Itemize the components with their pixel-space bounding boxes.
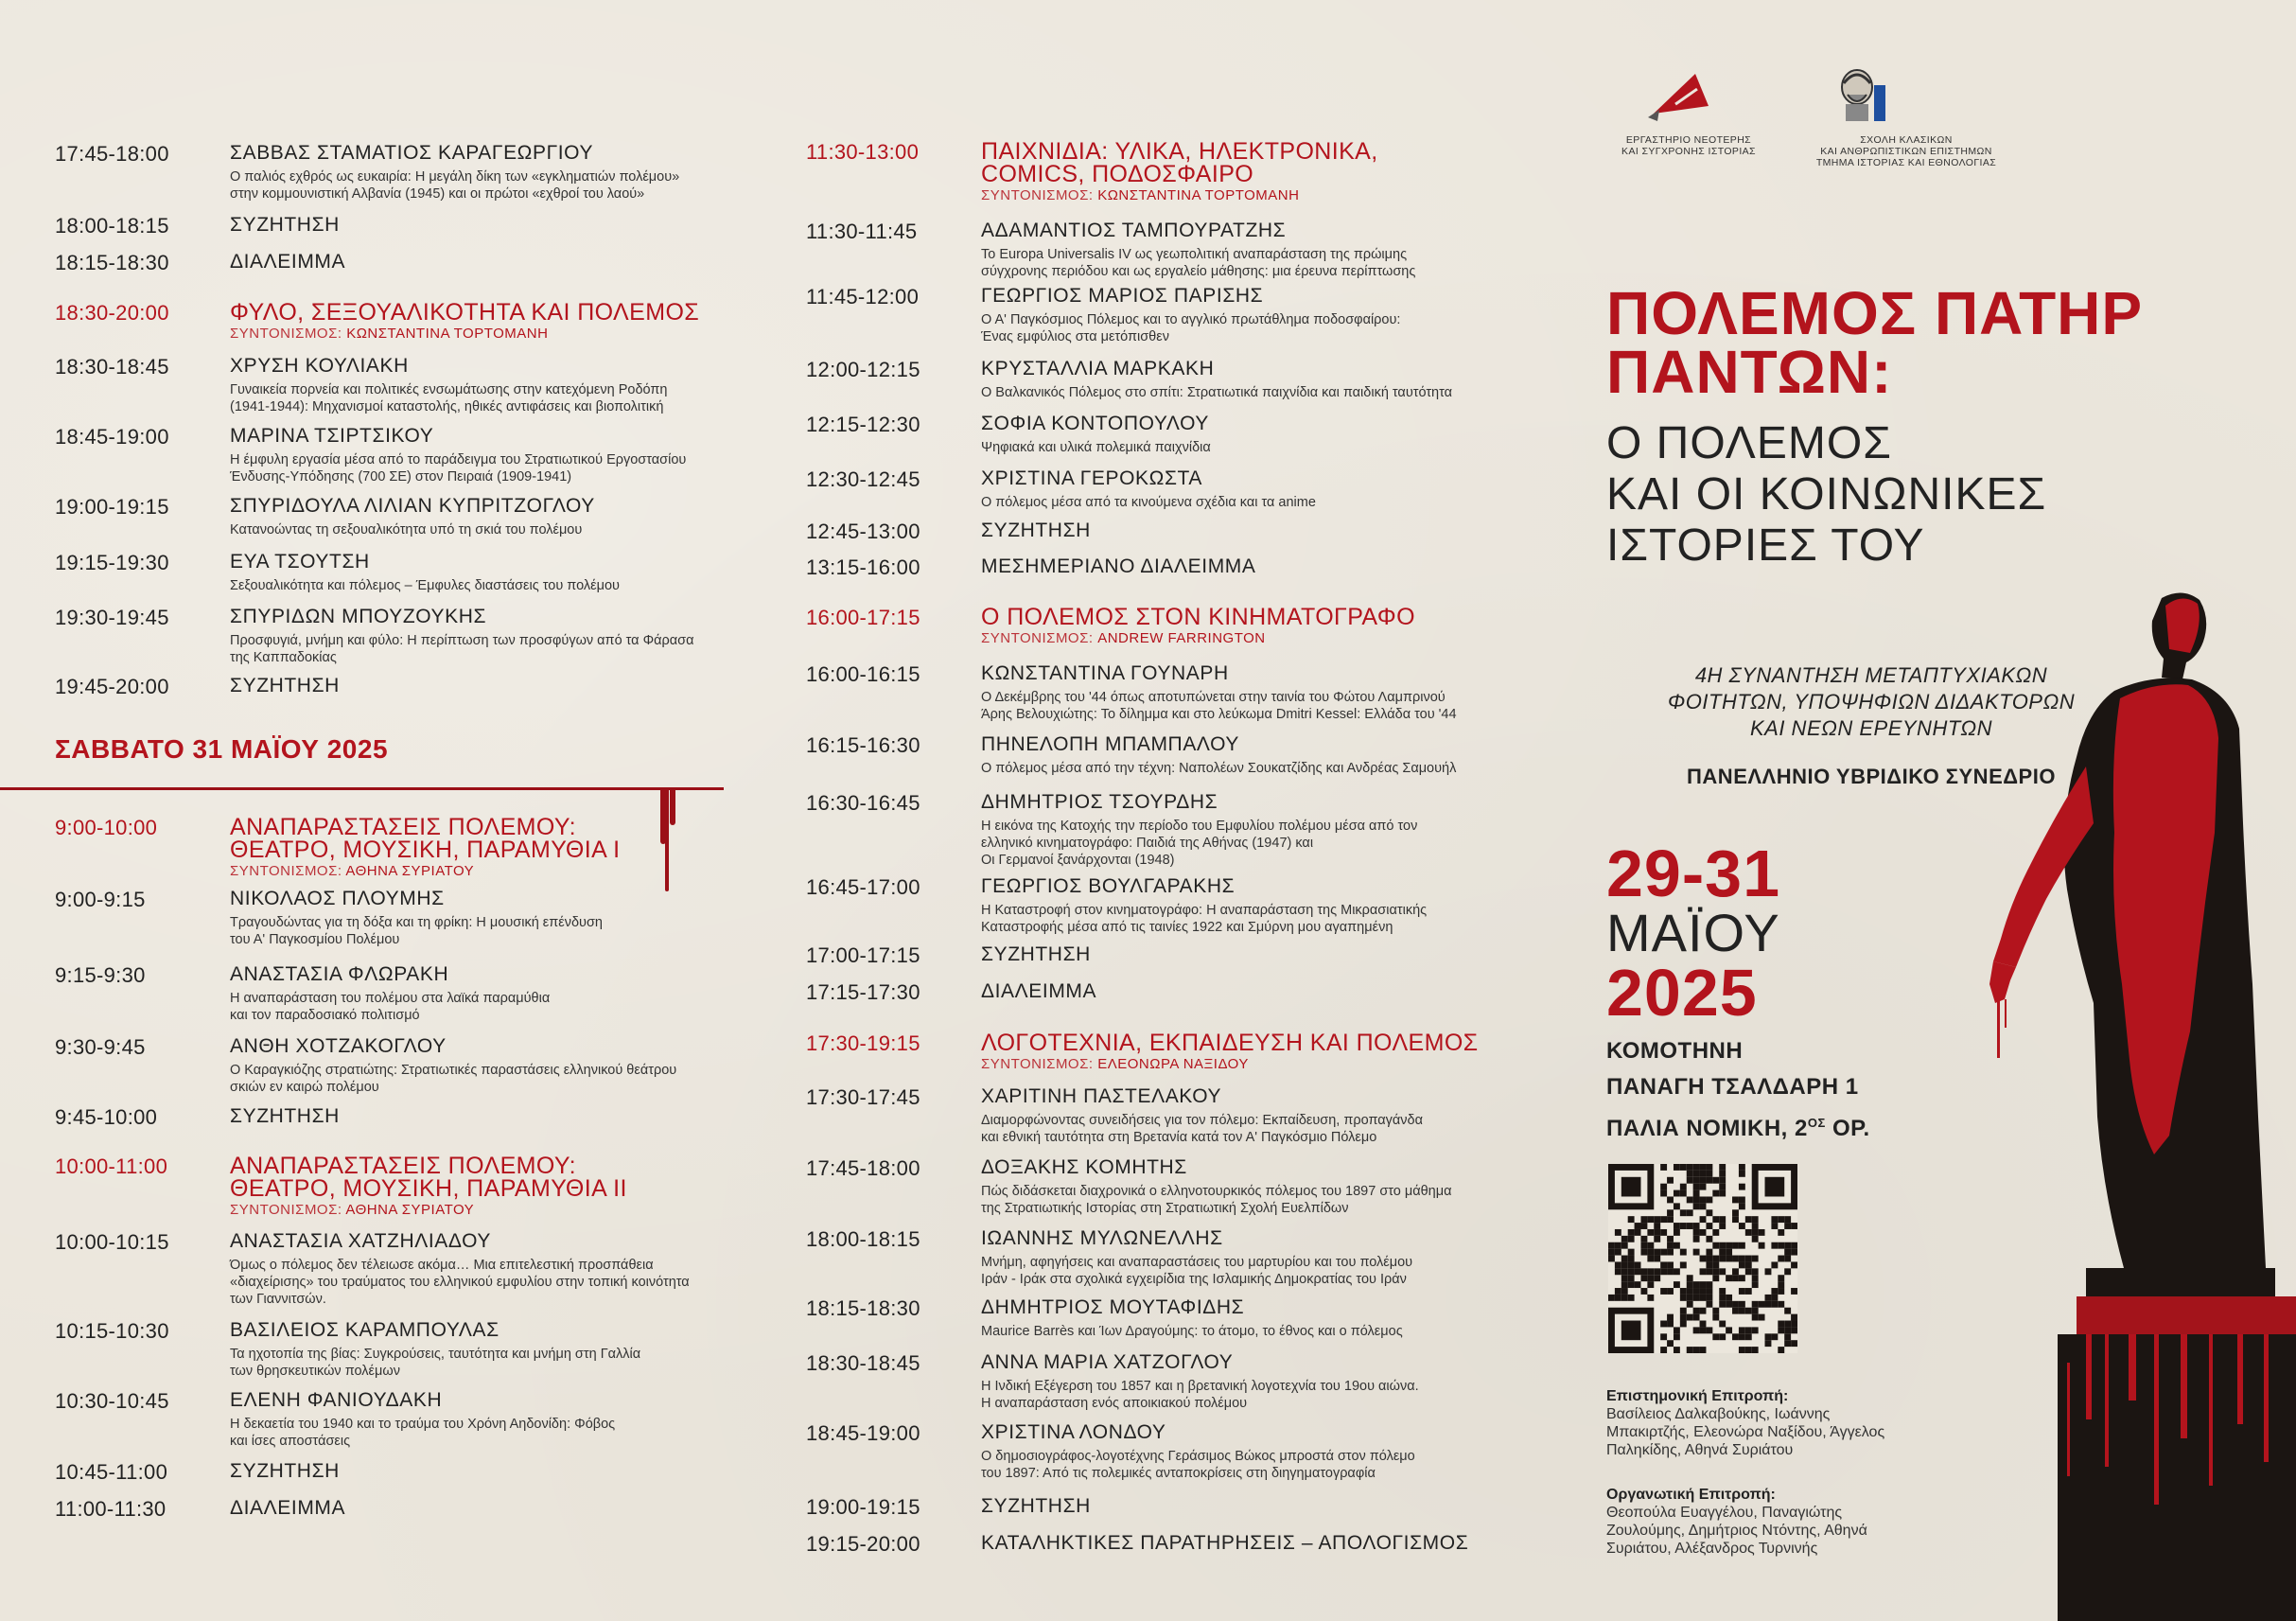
session-coordinator bbox=[230, 326, 745, 342]
time-slot: 10:30-10:45 bbox=[55, 1389, 169, 1413]
talk-title-line: Ο παλιός εχθρός ως ευκαιρία: Η μεγάλη δίκη των «εγκληματιών πολέμου» bbox=[230, 169, 680, 185]
time-slot: 16:45-17:00 bbox=[806, 875, 920, 899]
day-heading: ΣΑΒΒΑΤΟ 31 ΜΑΪΟΥ 2025 bbox=[55, 734, 389, 764]
speaker-name: ΣΥΖΗΤΗΣΗ bbox=[981, 520, 1091, 541]
talk-title-line: Κατανοώντας τη σεξουαλικότητα υπό τη σκιά του πολέμου bbox=[230, 522, 583, 537]
workshop-logo-caption bbox=[1599, 134, 1779, 157]
talk-title-line: Ψηφιακά και υλικά πολεμικά παιχνίδια bbox=[981, 440, 1211, 455]
talk-title-line: Η Καταστροφή στον κινηματογράφο: Η αναπαράσταση της Μικρασιατικής bbox=[981, 903, 1428, 918]
entry-content bbox=[981, 733, 1525, 777]
venue-address-1: ΠΑΝΑΓΗ ΤΣΑΛΔΑΡΗ 1 bbox=[1606, 1074, 1859, 1100]
coordinator-name: ΚΩΝΣΤΑΝΤΙΝΑ ΤΟΡΤΟΜΑΝΗ bbox=[346, 326, 549, 342]
talk-title-line: Ιράν - Ιράκ στα σχολικά εγχειρίδια της Ισλαμικής Δημοκρατίας του Ιράν bbox=[981, 1272, 1407, 1287]
entry-content bbox=[981, 1421, 1525, 1482]
coordinator-name: ΑΘΗΝΑ ΣΥΡΙΑΤΟΥ bbox=[345, 1202, 475, 1218]
coordinator-label: ΣΥΝΤΟΝΙΣΜΟΣ: bbox=[981, 187, 1094, 203]
coordinator-label: ΣΥΝΤΟΝΙΣΜΟΣ: bbox=[230, 326, 342, 342]
speaker-name: ΠΗΝΕΛΟΠΗ ΜΠΑΜΠΑΛΟΥ bbox=[981, 733, 1239, 755]
speaker-name: ΜΕΣΗΜΕΡΙΑΝΟ ΔΙΑΛΕΙΜΜΑ bbox=[981, 555, 1256, 577]
time-slot: 19:15-20:00 bbox=[806, 1532, 920, 1556]
talk-title-line: των Γιαννιτσών. bbox=[230, 1292, 326, 1307]
entry-content bbox=[981, 413, 1525, 456]
speaker-name: ΑΝΑΣΤΑΣΙΑ ΦΛΩΡΑΚΗ bbox=[230, 963, 449, 985]
talk-title-line: Πώς διδάσκεται διαχρονικά ο ελληνοτουρκικός πόλεμος του 1897 στο μάθημα bbox=[981, 1184, 1452, 1199]
time-slot: 19:45-20:00 bbox=[55, 675, 169, 698]
entry-content bbox=[230, 142, 745, 203]
talk-title-line: Προσφυγιά, μνήμη και φύλο: Η περίπτωση των προσφύγων από τα Φάρασα bbox=[230, 633, 694, 648]
entry-content bbox=[981, 1532, 1525, 1555]
speaker-name: ΔΙΑΛΕΙΜΜΑ bbox=[230, 1497, 346, 1519]
speaker-name: ΣΠΥΡΙΔΟΥΛΑ ΛΙΛΙΑΝ ΚΥΠΡΙΤΖΟΓΛΟΥ bbox=[230, 495, 595, 517]
speaker-name: ΓΕΩΡΓΙΟΣ ΜΑΡΙΟΣ ΠΑΡΙΣΗΣ bbox=[981, 285, 1264, 307]
venue-address-2-sup: ΟΣ bbox=[1807, 1116, 1826, 1130]
speaker-name: ΜΑΡΙΝΑ ΤΣΙΡΤΣΙΚΟΥ bbox=[230, 425, 434, 447]
venue bbox=[1606, 1033, 1870, 1147]
speaker-name: ΔΙΑΛΕΙΜΜΑ bbox=[981, 980, 1097, 1002]
talk-title-line: Ο Καραγκιόζης στρατιώτης: Στρατιωτικές παραστάσεις ελληνικού θεάτρου bbox=[230, 1063, 677, 1078]
talk-title-line: Σεξουαλικότητα και πόλεμος – Έμφυλες διαστάσεις του πολέμου bbox=[230, 578, 620, 593]
organizing-line-1: Θεοπούλα Ευαγγέλου, Παναγιώτης bbox=[1606, 1505, 1843, 1521]
talk-title bbox=[230, 577, 745, 594]
speaker-name: ΣΑΒΒΑΣ ΣΤΑΜΑΤΙΟΣ ΚΑΡΑΓΕΩΡΓΙΟΥ bbox=[230, 142, 594, 164]
time-slot: 9:00-10:00 bbox=[55, 816, 158, 839]
speaker-name: ΑΝΘΗ ΧΟΤΖΑΚΟΓΛΟΥ bbox=[230, 1035, 447, 1057]
talk-title-line: και ίσες αποστάσεις bbox=[230, 1434, 351, 1449]
coordinator-name: ΑΘΗΝΑ ΣΥΡΙΑΤΟΥ bbox=[345, 863, 475, 879]
entry-content bbox=[230, 1105, 745, 1128]
talk-title-line: του 1897: Από τις πολεμικές ανταποκρίσεις στη διηγηματογραφία bbox=[981, 1466, 1376, 1481]
time-slot: 17:30-17:45 bbox=[806, 1085, 920, 1109]
time-slot: 11:00-11:30 bbox=[55, 1497, 167, 1521]
talk-title bbox=[981, 246, 1525, 280]
entry-content bbox=[230, 425, 745, 485]
talk-title-line: Ο Δεκέμβρης του '44 όπως αποτυπώνεται στην ταινία του Φώτου Λαμπρινού bbox=[981, 690, 1446, 705]
blood-drip-line bbox=[0, 787, 724, 790]
time-slot: 17:00-17:15 bbox=[806, 943, 920, 967]
entry-content bbox=[230, 1389, 745, 1450]
talk-title-line: Οι Γερμανοί ξανάρχονται (1948) bbox=[981, 853, 1175, 868]
talk-title bbox=[981, 818, 1525, 869]
talk-title-line: Maurice Barrès και Ίων Δραγούμης: το άτομο, το έθνος και ο πόλεμος bbox=[981, 1324, 1403, 1339]
logo1-line-1: ΕΡΓΑΣΤΗΡΙΟ ΝΕΟΤΕΡΗΣ bbox=[1625, 134, 1752, 146]
talk-title-line: Άρης Βελουχιώτης: Το δίλημμα και στο λεύκωμα Dmitri Kessel: Ελλάδα του '44 bbox=[981, 707, 1457, 722]
time-slot: 10:00-10:15 bbox=[55, 1230, 169, 1254]
time-slot: 10:15-10:30 bbox=[55, 1319, 169, 1343]
entry-content bbox=[981, 140, 1525, 203]
logos bbox=[1599, 66, 2166, 189]
subtitle-line-3: ΙΣΤΟΡΙΕΣ ΤΟΥ bbox=[1606, 520, 1925, 571]
session-title-line: ΑΝΑΠΑΡΑΣΤΑΣΕΙΣ ΠΟΛΕΜΟΥ: bbox=[230, 1153, 576, 1179]
logo2-line-1: ΣΧΟΛΗ ΚΛΑΣΙΚΩΝ bbox=[1860, 134, 1953, 146]
coordinator-label: ΣΥΝΤΟΝΙΣΜΟΣ: bbox=[981, 1056, 1094, 1072]
school-logo-caption bbox=[1788, 134, 2024, 168]
entry-content bbox=[230, 495, 745, 538]
logo2-line-3: ΤΜΗΜΑ ΙΣΤΟΡΙΑΣ ΚΑΙ ΕΘΝΟΛΟΓΙΑΣ bbox=[1815, 157, 1997, 168]
venue-address-2 bbox=[1606, 1105, 1870, 1147]
time-slot: 19:30-19:45 bbox=[55, 606, 169, 629]
entry-content bbox=[230, 251, 745, 273]
session-title: ΦΥΛΟ, ΣΕΞΟΥΑΛΙΚΟΤΗΤΑ ΚΑΙ ΠΟΛΕΜΟΣ bbox=[230, 299, 700, 326]
talk-title bbox=[230, 914, 745, 948]
entry-content bbox=[981, 980, 1525, 1003]
coordinator-label: ΣΥΝΤΟΝΙΣΜΟΣ: bbox=[230, 1202, 342, 1218]
talk-title-line: της Καππαδοκίας bbox=[230, 650, 337, 665]
logo2-line-2: ΚΑΙ ΑΝΘΡΩΠΙΣΤΙΚΩΝ ΕΠΙΣΤΗΜΩΝ bbox=[1820, 146, 1992, 157]
talk-title-line: Τραγουδώντας για τη δόξα και τη φρίκη: Η μουσική επένδυση bbox=[230, 915, 603, 930]
talk-title-line: Η αναπαράσταση του πολέμου στα λαϊκά παραμύθια bbox=[230, 991, 551, 1006]
time-slot: 18:15-18:30 bbox=[806, 1296, 920, 1320]
time-slot: 12:30-12:45 bbox=[806, 467, 920, 491]
talk-title bbox=[230, 990, 745, 1024]
speaker-name: ΒΑΣΙΛΕΙΟΣ ΚΑΡΑΜΠΟΥΛΑΣ bbox=[230, 1319, 500, 1341]
talk-title-line: Ο δημοσιογράφος-λογοτέχνης Γεράσιμος Βώκος μπροστά στον πόλεμο bbox=[981, 1449, 1415, 1464]
speaker-name: ΕΛΕΝΗ ΦΑΝΙΟΥΔΑΚΗ bbox=[230, 1389, 443, 1411]
meeting-line-3: ΚΑΙ ΝΕΩΝ ΕΡΕΥΝΗΤΩΝ bbox=[1749, 716, 1992, 740]
entry-content bbox=[230, 355, 745, 415]
logo1-line-2: ΚΑΙ ΣΥΓΧΡΟΝΗΣ ΙΣΤΟΡΙΑΣ bbox=[1621, 146, 1756, 157]
talk-title bbox=[230, 451, 745, 485]
bloody-statue-illustration bbox=[1935, 587, 2296, 1621]
entry-content bbox=[981, 1495, 1525, 1518]
time-slot: 17:30-19:15 bbox=[806, 1031, 920, 1055]
talk-title-line: Η εικόνα της Κατοχής την περίοδο του Εμφυλίου πολέμου μέσα από τον bbox=[981, 819, 1418, 834]
talk-title-line: (1941-1944): Μηχανισμοί καταστολής, ηθικές αντιφάσεις και βιοπολιτική bbox=[230, 399, 664, 414]
session-coordinator bbox=[981, 1056, 1525, 1072]
subtitle-line-2: ΚΑΙ ΟΙ ΚΟΙΝΩΝΙΚΕΣ bbox=[1606, 469, 2047, 520]
talk-title bbox=[230, 1346, 745, 1380]
entry-content bbox=[230, 675, 745, 697]
scientific-line-3: Παληκίδης, Αθηνά Συριάτου bbox=[1606, 1442, 1794, 1458]
time-slot: 18:30-18:45 bbox=[55, 355, 169, 379]
date-range: 29-31 bbox=[1606, 837, 1781, 910]
talk-title-line: στην κομμουνιστική Αλβανία (1945) και οι πρώτοι «εχθροί του λαού» bbox=[230, 186, 645, 202]
time-slot: 9:15-9:30 bbox=[55, 963, 146, 987]
session-coordinator bbox=[230, 1202, 745, 1218]
talk-title bbox=[230, 168, 745, 203]
time-slot: 13:15-16:00 bbox=[806, 555, 920, 579]
talk-title-line: και τον παραδοσιακό πολιτισμό bbox=[230, 1008, 420, 1023]
talk-title bbox=[230, 632, 745, 666]
event-dates bbox=[1606, 837, 1781, 1030]
meeting-line-1: 4Η ΣΥΝΑΝΤΗΣΗ ΜΕΤΑΠΤΥΧΙΑΚΩΝ bbox=[1694, 663, 2048, 687]
speaker-name: ΝΙΚΟΛΑΟΣ ΠΛΟΥΜΗΣ bbox=[230, 888, 445, 909]
speaker-name: ΚΡΥΣΤΑΛΛΙΑ ΜΑΡΚΑΚΗ bbox=[981, 358, 1215, 379]
organizing-line-3: Συριάτου, Αλέξανδρος Τυρνινής bbox=[1606, 1541, 1818, 1557]
time-slot: 16:00-16:15 bbox=[806, 662, 920, 686]
talk-title-line: Ο Βαλκανικός Πόλεμος στο σπίτι: Στρατιωτικά παιχνίδια και παιδική ταυτότητα bbox=[981, 385, 1453, 400]
talk-title-line: των θρησκευτικών πολέμων bbox=[230, 1364, 400, 1379]
speaker-name: ΣΥΖΗΤΗΣΗ bbox=[230, 675, 340, 696]
time-slot: 9:30-9:45 bbox=[55, 1035, 146, 1059]
entry-content bbox=[230, 1230, 745, 1308]
time-slot: 17:45-18:00 bbox=[806, 1156, 920, 1180]
venue-city: ΚΟΜΟΤΗΝΗ bbox=[1606, 1038, 1744, 1064]
session-title-line: COMICS, ΠΟΔΟΣΦΑΙΡΟ bbox=[981, 161, 1254, 187]
entry-content bbox=[981, 1296, 1525, 1340]
talk-title bbox=[230, 381, 745, 415]
subtitle-line-1: Ο ΠΟΛΕΜΟΣ bbox=[1606, 418, 1892, 468]
speaker-name: ΚΩΝΣΤΑΝΤΙΝΑ ΓΟΥΝΑΡΗ bbox=[981, 662, 1229, 684]
entry-content bbox=[981, 358, 1525, 401]
speaker-name: ΙΩΑΝΝΗΣ ΜΥΛΩΝΕΛΛΗΣ bbox=[981, 1227, 1223, 1249]
entry-content bbox=[230, 551, 745, 594]
time-slot: 11:30-11:45 bbox=[806, 220, 918, 243]
time-slot: 18:30-20:00 bbox=[55, 301, 169, 325]
entry-content bbox=[230, 301, 745, 342]
conference-type: ΠΑΝΕΛΛΗΝΙΟ ΥΒΡΙΔΙΚΟ ΣΥΝΕΔΡΙΟ bbox=[1687, 765, 2056, 788]
speaker-name: ΑΝΑΣΤΑΣΙΑ ΧΑΤΖΗΛΙΑΔΟΥ bbox=[230, 1230, 491, 1252]
time-slot: 12:15-12:30 bbox=[806, 413, 920, 436]
time-slot: 19:00-19:15 bbox=[55, 495, 169, 519]
main-title bbox=[1606, 279, 2144, 406]
workshop-logo-icon bbox=[1646, 68, 1731, 125]
time-slot: 10:00-11:00 bbox=[55, 1154, 168, 1178]
democritus-bust-icon bbox=[1831, 66, 1889, 127]
meeting-line-2: ΦΟΙΤΗΤΩΝ, ΥΠΟΨΗΦΙΩΝ ΔΙΔΑΚΤΟΡΩΝ bbox=[1667, 690, 2076, 714]
time-slot: 11:30-13:00 bbox=[806, 140, 920, 164]
entry-content bbox=[981, 555, 1525, 578]
talk-title-line: Η αναπαράσταση ενός αποικιακού πολέμου bbox=[981, 1396, 1248, 1411]
coordinator-label: ΣΥΝΤΟΝΙΣΜΟΣ: bbox=[981, 630, 1094, 646]
session-title-line: ΘΕΑΤΡΟ, ΜΟΥΣΙΚΗ, ΠΑΡΑΜΥΘΙΑ Ι bbox=[230, 837, 621, 863]
speaker-name: ΚΑΤΑΛΗΚΤΙΚΕΣ ΠΑΡΑΤΗΡΗΣΕΙΣ – ΑΠΟΛΟΓΙΣΜΟΣ bbox=[981, 1532, 1469, 1554]
date-month: ΜΑΪΟΥ bbox=[1606, 903, 1780, 962]
entry-content bbox=[981, 520, 1525, 542]
talk-title bbox=[981, 760, 1525, 777]
time-slot: 19:00-19:15 bbox=[806, 1495, 920, 1519]
talk-title-line: σύγχρονης περιόδου και ως εργαλείο μάθησης: μια έρευνα περίπτωσης bbox=[981, 264, 1416, 279]
scientific-line-2: Μπακιρτζής, Ελεονώρα Ναξίδου, Άγγελος bbox=[1606, 1424, 1885, 1440]
session-title: Ο ΠΟΛΕΜΟΣ ΣΤΟΝ ΚΙΝΗΜΑΤΟΓΡΑΦΟ bbox=[981, 604, 1415, 630]
talk-title bbox=[981, 384, 1525, 401]
session-coordinator bbox=[981, 187, 1525, 203]
talk-title-line: Ένας εμφύλιος στα μετόπισθεν bbox=[981, 329, 1169, 344]
talk-title bbox=[230, 1257, 745, 1308]
entry-content bbox=[981, 606, 1525, 646]
entry-content bbox=[981, 1156, 1525, 1217]
talk-title-line: Ο πόλεμος μέσα από την τέχνη: Ναπολέων Σουκατζίδης και Ανδρέας Σαμουήλ bbox=[981, 761, 1457, 776]
entry-content bbox=[981, 220, 1525, 280]
date-year: 2025 bbox=[1606, 956, 1758, 1030]
entry-content bbox=[230, 1460, 745, 1483]
coordinator-name: ANDREW FARRINGTON bbox=[1097, 630, 1266, 646]
time-slot: 10:45-11:00 bbox=[55, 1460, 168, 1484]
talk-title-line: Μνήμη, αφηγήσεις και αναπαραστάσεις του μαρτυρίου και του πολέμου bbox=[981, 1255, 1413, 1270]
time-slot: 19:15-19:30 bbox=[55, 551, 169, 574]
speaker-name: ΣΥΖΗΤΗΣΗ bbox=[230, 1460, 340, 1482]
entry-content bbox=[230, 963, 745, 1024]
entry-content bbox=[981, 285, 1525, 345]
speaker-name: ΧΡΙΣΤΙΝΑ ΛΟΝΔΟΥ bbox=[981, 1421, 1166, 1443]
time-slot: 9:45-10:00 bbox=[55, 1105, 158, 1129]
session-title-line: ΑΝΑΠΑΡΑΣΤΑΣΕΙΣ ΠΟΛΕΜΟΥ: bbox=[230, 814, 576, 840]
time-slot: 12:00-12:15 bbox=[806, 358, 920, 381]
speaker-name: ΣΟΦΙΑ ΚΟΝΤΟΠΟΥΛΟΥ bbox=[981, 413, 1209, 434]
entry-content bbox=[230, 606, 745, 666]
talk-title-line: Ένδυσης-Υπόδησης (700 ΣΕ) στον Πειραιά (1909-1941) bbox=[230, 469, 572, 485]
coordinator-name: ΕΛΕΟΝΩΡΑ ΝΑΞΙΔΟΥ bbox=[1097, 1056, 1249, 1072]
speaker-name: ΧΡΥΣΗ ΚΟΥΛΙΑΚΗ bbox=[230, 355, 409, 377]
speaker-name: ΑΝΝΑ ΜΑΡΙΑ ΧΑΤΖΟΓΛΟΥ bbox=[981, 1351, 1234, 1373]
talk-title bbox=[230, 521, 745, 538]
talk-title bbox=[981, 1112, 1525, 1146]
talk-title bbox=[981, 311, 1525, 345]
cover-panel bbox=[1599, 0, 2296, 1621]
talk-title bbox=[981, 1323, 1525, 1340]
speaker-name: ΣΥΖΗΤΗΣΗ bbox=[230, 1105, 340, 1127]
venue-address-2-suffix: ΟΡ. bbox=[1825, 1116, 1870, 1141]
talk-title-line: Όμως ο πόλεμος δεν τέλειωσε ακόμα… Μια επιτελεστική προσπάθεια bbox=[230, 1258, 654, 1273]
talk-title-line: Ο Α' Παγκόσμιος Πόλεμος και το αγγλικό πρωτάθλημα ποδοσφαίρου: bbox=[981, 312, 1401, 327]
talk-title-line: Διαμορφώνοντας συνειδήσεις για τον πόλεμο: Εκπαίδευση, προπαγάνδα bbox=[981, 1113, 1423, 1128]
scientific-committee-title: Επιστημονική Επιτροπή: bbox=[1606, 1388, 1789, 1404]
time-slot: 9:00-9:15 bbox=[55, 888, 146, 911]
coordinator-name: ΚΩΝΣΤΑΝΤΙΝΑ ΤΟΡΤΟΜΑΝΗ bbox=[1097, 187, 1300, 203]
entry-content bbox=[981, 467, 1525, 511]
talk-title bbox=[981, 1448, 1525, 1482]
speaker-name: ΣΥΖΗΤΗΣΗ bbox=[981, 943, 1091, 965]
session-title-line: ΘΕΑΤΡΟ, ΜΟΥΣΙΚΗ, ΠΑΡΑΜΥΘΙΑ ΙΙ bbox=[230, 1175, 627, 1202]
speaker-name: ΓΕΩΡΓΙΟΣ ΒΟΥΛΓΑΡΑΚΗΣ bbox=[981, 875, 1236, 897]
session-title-line: ΠΑΙΧΝΙΔΙΑ: ΥΛΙΚΑ, ΗΛΕΚΤΡΟΝΙΚΑ, bbox=[981, 138, 1378, 165]
talk-title bbox=[981, 1183, 1525, 1217]
speaker-name: ΣΥΖΗΤΗΣΗ bbox=[981, 1495, 1091, 1517]
entry-content bbox=[981, 1227, 1525, 1288]
entry-content bbox=[230, 1319, 745, 1380]
speaker-name: ΕΥΑ ΤΣΟΥΤΣΗ bbox=[230, 551, 370, 573]
speaker-name: ΧΡΙΣΤΙΝΑ ΓΕΡΟΚΩΣΤΑ bbox=[981, 467, 1203, 489]
entry-content bbox=[981, 662, 1525, 723]
talk-title bbox=[230, 1416, 745, 1450]
speaker-name: ΣΠΥΡΙΔΩΝ ΜΠΟΥΖΟΥΚΗΣ bbox=[230, 606, 487, 627]
talk-title-line: Γυναικεία πορνεία και πολιτικές ενσωμάτωσης στην κατεχόμενη Ροδόπη bbox=[230, 382, 668, 397]
talk-title bbox=[981, 494, 1525, 511]
speaker-name: ΔΙΑΛΕΙΜΜΑ bbox=[230, 251, 346, 273]
speaker-name: ΧΑΡΙΤΙΝΗ ΠΑΣΤΕΛΑΚΟΥ bbox=[981, 1085, 1222, 1107]
talk-title-line: Η έμφυλη εργασία μέσα από το παράδειγμα του Στρατιωτικού Εργοστασίου bbox=[230, 452, 687, 467]
entry-content bbox=[981, 1085, 1525, 1146]
venue-address-2-prefix: ΠΑΛΙΑ ΝΟΜΙΚΗ, 2 bbox=[1606, 1116, 1808, 1141]
subtitle bbox=[1606, 418, 2046, 572]
entry-content bbox=[230, 816, 745, 879]
talk-title-line: ελληνικό κινηματογράφο: Παιδιά της Αθήνας (1947) και bbox=[981, 836, 1314, 851]
entry-content bbox=[230, 888, 745, 948]
entry-content bbox=[981, 791, 1525, 869]
time-slot: 18:00-18:15 bbox=[806, 1227, 920, 1251]
talk-title bbox=[981, 439, 1525, 456]
title-line-2: ΠΑΝΤΩΝ: bbox=[1606, 338, 1893, 406]
time-slot: 12:45-13:00 bbox=[806, 520, 920, 543]
entry-content bbox=[230, 1035, 745, 1096]
entry-content bbox=[981, 875, 1525, 936]
speaker-name: ΑΔΑΜΑΝΤΙΟΣ ΤΑΜΠΟΥΡΑΤΖΗΣ bbox=[981, 220, 1287, 241]
time-slot: 18:45-19:00 bbox=[806, 1421, 920, 1445]
entry-content bbox=[981, 1351, 1525, 1412]
talk-title-line: Τα ηχοτοπία της βίας: Συγκρούσεις, ταυτότητα και μνήμη στη Γαλλία bbox=[230, 1347, 641, 1362]
talk-title bbox=[981, 689, 1525, 723]
talk-title-line: Η δεκαετία του 1940 και το τραύμα του Χρόνη Αηδονίδη: Φόβος bbox=[230, 1417, 616, 1432]
entry-content bbox=[230, 214, 745, 237]
time-slot: 18:00-18:15 bbox=[55, 214, 169, 238]
entry-content bbox=[230, 1497, 745, 1520]
talk-title-line: σκιών εν καιρώ πολέμου bbox=[230, 1080, 379, 1095]
qr-code-icon[interactable] bbox=[1608, 1164, 1797, 1353]
time-slot: 11:45-12:00 bbox=[806, 285, 920, 308]
entry-content bbox=[981, 943, 1525, 966]
talk-title bbox=[230, 1062, 745, 1096]
time-slot: 17:15-17:30 bbox=[806, 980, 920, 1004]
scientific-line-1: Βασίλειος Δαλκαβούκης, Ιωάννης bbox=[1606, 1406, 1831, 1422]
entry-content bbox=[230, 1154, 745, 1218]
talk-title-line: Το Europa Universalis IV ως γεωπολιτική αναπαράσταση της πρώιμης bbox=[981, 247, 1408, 262]
time-slot: 16:00-17:15 bbox=[806, 606, 920, 629]
coordinator-label: ΣΥΝΤΟΝΙΣΜΟΣ: bbox=[230, 863, 342, 879]
speaker-name: ΔΟΞΑΚΗΣ ΚΟΜΗΤΗΣ bbox=[981, 1156, 1187, 1178]
organizing-line-2: Ζουλούμης, Δημήτριος Ντόντης, Αθηνά bbox=[1606, 1523, 1867, 1539]
talk-title-line: Η Ινδική Εξέγερση του 1857 και η βρετανική λογοτεχνία του 19ου αιώνα. bbox=[981, 1379, 1419, 1394]
talk-title bbox=[981, 902, 1525, 936]
talk-title-line: «διαχείρισης» του τραύματος του ελληνικού εμφυλίου στην τοπική κοινότητα bbox=[230, 1275, 690, 1290]
talk-title-line: Ο πόλεμος μέσα από τα κινούμενα σχέδια και τα anime bbox=[981, 495, 1316, 510]
session-title: ΛΟΓΟΤΕΧΝΙΑ, ΕΚΠΑΙΔΕΥΣΗ ΚΑΙ ΠΟΛΕΜΟΣ bbox=[981, 1030, 1479, 1056]
time-slot: 18:30-18:45 bbox=[806, 1351, 920, 1375]
talk-title-line: της Στρατιωτικής Ιστορίας στη Στρατιωτική Σχολή Ευελπίδων bbox=[981, 1201, 1349, 1216]
time-slot: 17:45-18:00 bbox=[55, 142, 169, 166]
organizing-committee bbox=[1606, 1486, 1928, 1558]
session-coordinator bbox=[981, 630, 1525, 646]
scientific-committee bbox=[1606, 1387, 1928, 1459]
talk-title bbox=[981, 1254, 1525, 1288]
title-line-1: ΠΟΛΕΜΟΣ ΠΑΤΗΡ bbox=[1606, 279, 2144, 347]
time-slot: 18:15-18:30 bbox=[55, 251, 169, 274]
organizing-committee-title: Οργανωτική Επιτροπή: bbox=[1606, 1487, 1776, 1503]
talk-title-line: και εθνική ταυτότητα στη Βρετανία κατά τον Α' Παγκόσμιο Πόλεμο bbox=[981, 1130, 1377, 1145]
speaker-name: ΣΥΖΗΤΗΣΗ bbox=[230, 214, 340, 236]
time-slot: 16:15-16:30 bbox=[806, 733, 920, 757]
talk-title bbox=[981, 1378, 1525, 1412]
talk-title-line: του Α' Παγκοσμίου Πολέμου bbox=[230, 932, 400, 947]
speaker-name: ΔΗΜΗΤΡΙΟΣ ΜΟΥΤΑΦΙΔΗΣ bbox=[981, 1296, 1245, 1318]
time-slot: 16:30-16:45 bbox=[806, 791, 920, 815]
time-slot: 18:45-19:00 bbox=[55, 425, 169, 449]
talk-title-line: Καταστροφής μέσα από τις ταινίες 1922 και Σμύρνη μου αγαπημένη bbox=[981, 920, 1393, 935]
speaker-name: ΔΗΜΗΤΡΙΟΣ ΤΣΟΥΡΔΗΣ bbox=[981, 791, 1218, 813]
session-coordinator bbox=[230, 863, 745, 879]
entry-content bbox=[981, 1031, 1525, 1072]
